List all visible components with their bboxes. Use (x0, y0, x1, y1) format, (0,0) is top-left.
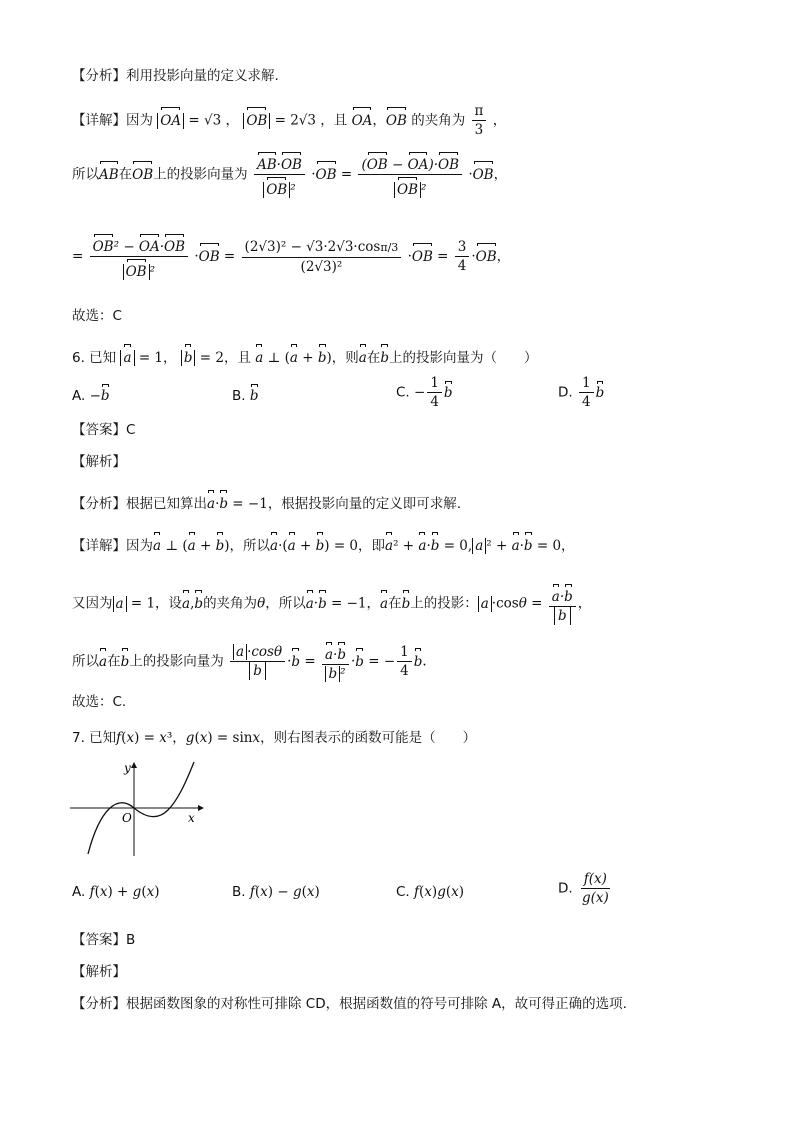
q7-jiexi: 【解析】 (72, 964, 126, 980)
q6-option-a: A. −b (72, 382, 110, 404)
choose-line: 故选：C (72, 308, 122, 324)
so-text: 所以 (72, 653, 99, 670)
ji-text: ，即 (358, 538, 386, 554)
q7-answer: 【答案】B (72, 932, 136, 948)
option-label: D. (558, 880, 573, 897)
q6-fenxi: 【分析】根据已知算出a·b = −1，根据投影向量的定义即可求解. (72, 488, 461, 514)
q7-option-c: C. f(x)g(x) (396, 884, 465, 900)
x-label: x (188, 811, 195, 825)
fenxi-end: ，根据投影向量的定义即可求解. (267, 496, 462, 512)
in-text: 在 (118, 166, 133, 183)
option-label: A. (72, 884, 86, 900)
y-label: y (124, 761, 131, 775)
q6-detail-1: 【详解】因为a ⊥ (a + b)，所以a·(a + b) = 0，即a² + a·b = 0, a ² + a·b = 0， (72, 530, 575, 556)
option-label: B. (232, 388, 246, 404)
detail-prefix: 【详解】因为 (72, 112, 153, 129)
q7-end: ，则右图表示的函数可能是（ ） (260, 730, 477, 746)
angle-text: 的夹角为 (411, 112, 466, 129)
projection-text: 上的投影： (410, 595, 478, 612)
and-text: ，且 (320, 112, 348, 129)
q6-detail-2: 又因为 a = 1，设a,b的夹角为θ，所以a·b = −1，a在b上的投影： a ·cosθ = $\frac{a\cdot b}{b}$ ， (72, 582, 591, 625)
so-text: ，所以 (265, 595, 306, 612)
q6-detail-3: 所以a在b上的投影向量为 $\frac{a \cdot\cos\theta}{b}$ ·b = $\frac{a\cdot b}{\text{b ²}}$ ·b = − $\frac{1}{4}$ b. (72, 640, 427, 683)
q6-option-d: D. $\frac{1}{4}$ b (558, 375, 605, 410)
q6-choose: 故选：C. (72, 694, 127, 710)
option-label: A. (72, 388, 86, 404)
set-text: ，设 (155, 595, 183, 612)
q7-prefix: 7. 已知 (72, 730, 117, 746)
option-label: C. (396, 884, 410, 900)
x-axis-arrow (198, 805, 204, 811)
detail-line-2: 所以AB在OB上的投影向量为 $\frac{AB\cdot OB}{\text{OB ²}}$ ·OB = $\frac{(OB - OA)\cdot OB}{\text{OB ²}}$ ·OB， (72, 150, 507, 199)
q7-fenxi: 【分析】根据函数图象的对称性可排除 CD，根据函数值的符号可排除 A，故可得正确的选项. (72, 996, 627, 1012)
detail-line-3: = $\frac{\text{OB² − OA·OB}}{\text{OB ²}}$ ·OB = $\frac{\text{(2√3)² − √3·2√3·cosπ/3}}{\text{(2√3)²}}$ ·OB = $\frac{3}{4}$ ·OB， (72, 232, 510, 281)
q7-option-d: D. $\frac{f(x)}{g(x)}$ (558, 871, 609, 906)
q6-option-c: C. − $\frac{1}{4}$ b (396, 375, 453, 410)
so-text: ，所以 (229, 538, 271, 554)
in-text: 在 (366, 350, 381, 366)
q6-jiexi: 【解析】 (72, 454, 126, 470)
so-text: 所以 (72, 166, 99, 183)
also-text: 又因为 (72, 595, 113, 612)
in-text: 在 (107, 653, 121, 670)
detail-prefix: 【详解】因为 (72, 538, 153, 554)
option-label: B. (232, 884, 246, 900)
q6-answer: 【答案】C (72, 422, 136, 438)
comma: ， (372, 112, 386, 129)
detail-line-1: 【详解】因为 OA = √3 ， OB = 2√3 ，且 OA，OB 的夹角为 $\frac{\pi}{3}$ ， (72, 103, 507, 138)
analysis-line: 【分析】利用投影向量的定义求解. (72, 68, 279, 84)
question-6: 6. 已知 a = 1， b = 2，且 a ⊥ (a + b)，则a在b上的投影向量为（ ） (72, 342, 538, 368)
projection-text: 上的投影向量为 (129, 653, 224, 670)
and-text: ，且 (223, 350, 251, 366)
y-axis-arrow (131, 762, 137, 768)
q6-prefix: 6. 已知 (72, 350, 117, 366)
then-text: ，则 (331, 350, 359, 366)
q7-option-b: B. f(x) − g(x) (232, 884, 320, 900)
comma: ， (172, 730, 186, 746)
function-graph (66, 758, 216, 858)
q6-option-b: B. b (232, 382, 259, 404)
comma: ， (225, 112, 240, 129)
comma: ， (492, 112, 507, 129)
origin-label: O (122, 811, 132, 825)
option-label: D. (558, 384, 573, 401)
angle-text: 的夹角为 (203, 595, 258, 612)
q6-end: 上的投影向量为（ ） (389, 350, 538, 366)
q7-option-a: A. f(x) + g(x) (72, 884, 160, 900)
option-label: C. (396, 384, 410, 401)
projection-text: 上的投影向量为 (153, 166, 248, 183)
comma: ， (163, 350, 177, 366)
question-7: 7. 已知f(x) = x³，g(x) = sinx，则右图表示的函数可能是（ ） (72, 730, 477, 746)
fenxi-prefix: 【分析】根据已知算出 (72, 496, 207, 512)
